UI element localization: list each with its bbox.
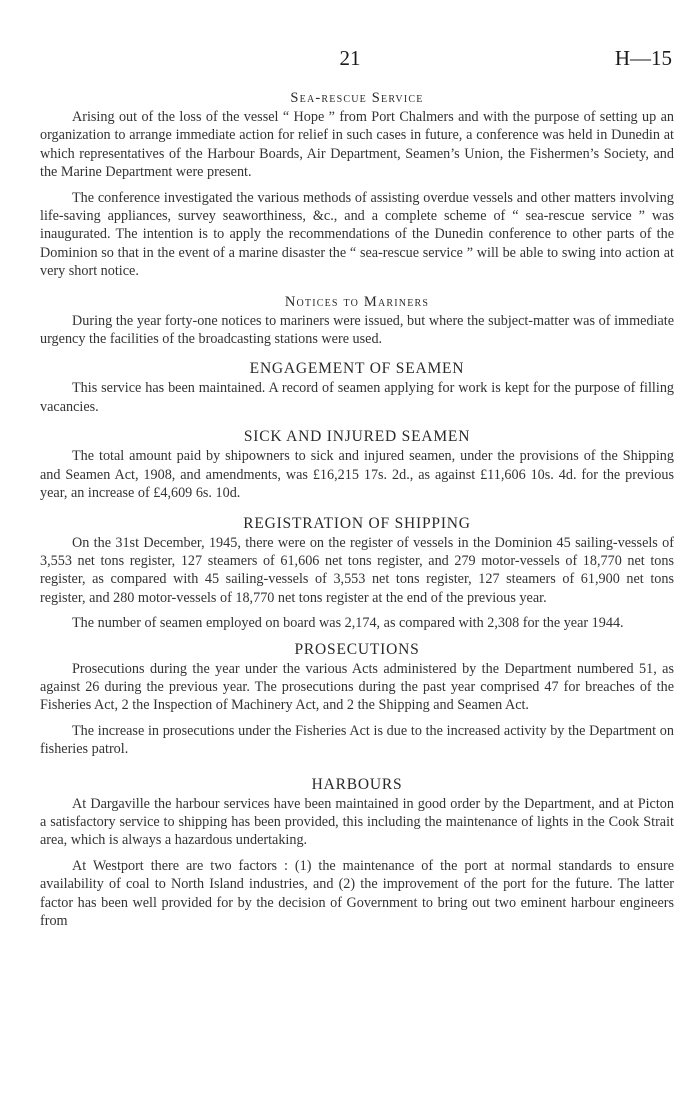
- section-heading: Sea-rescue Service: [290, 90, 424, 106]
- section-heading: HARBOURS: [311, 775, 403, 793]
- section-heading: Notices to Mariners: [284, 293, 430, 310]
- section-sea-rescue: [40, 88, 674, 281]
- paragraph: Prosecutions during the year under the various Acts administered by the Department numbered 51, as against 26 during the previous year. The prosecutions during the past year comprised 47 for breaches of the Fisheries Act, 2 the Inspection of Machinery Act, and 2 the Shipping and Seamen Act.: [40, 660, 674, 714]
- section-sick-and-injured-seamen: [40, 427, 674, 502]
- document-reference: H—15: [614, 46, 672, 70]
- paragraph: At Dargaville the harbour services have been maintained in good order by the Department, and at Picton a satisfactory service to shipping has been provided, this including the maintenance of lights in the Cook Strait area, which is always a hazardous undertaking.: [40, 795, 674, 849]
- paragraph: The conference investigated the various methods of assisting overdue vessels and other matters involving life-saving appliances, survey seaworthiness, &c., and a complete scheme of “ sea-rescue service ” was inaugurated. The intention is to apply the recommendations of the Dunedin conference to other parts of the Dominion so that in the event of a marine disaster the “ sea-rescue service ” will be able to swing into action at very short notice.: [40, 189, 674, 280]
- section-heading: REGISTRATION OF SHIPPING: [243, 514, 471, 532]
- paragraph: At Westport there are two factors : (1) the maintenance of the port at normal standards to ensure availability of coal to North Island industries, and (2) the improvement of the port for the future. The latter factor has been well provided for by the decision of Government to bring out two eminent harbour engineers from: [40, 857, 674, 929]
- paragraph: The increase in prosecutions under the Fisheries Act is due to the increased activity by the Department on fisheries patrol.: [40, 722, 674, 758]
- section-heading: SICK AND INJURED SEAMEN: [243, 428, 471, 446]
- section-heading: PROSECUTIONS: [294, 640, 420, 658]
- paragraph: This service has been maintained. A record of seamen applying for work is kept for the purpose of filling vacancies.: [40, 380, 674, 415]
- paragraph: On the 31st December, 1945, there were on the register of vessels in the Dominion 45 sailing-vessels of 3,553 net tons register, 127 steamers of 61,606 net tons register, and 279 motor-vessels of 18,770 net tons register, as compared with 45 sailing-vessels of 3,553 net tons register, 127 steamers of 61,900 net tons register, and 280 motor-vessels of 18,770 net tons register at the end of the previous year.: [40, 534, 674, 606]
- section-engagement-of-seamen: [40, 359, 674, 416]
- section-registration-of-shipping: [40, 514, 674, 633]
- paragraph: Arising out of the loss of the vessel “ Hope ” from Port Chalmers and with the purpose of setting up an organization to arrange immediate action for relief in such cases in future, a conference was held in Dunedin at which representatives of the Harbour Boards, Air Department, Seamen’s Union, the Fishermen’s Society, and the Marine Department were present.: [40, 109, 674, 181]
- paragraph: The number of seamen employed on board was 2,174, as compared with 2,308 for the year 1944.: [72, 615, 624, 632]
- paragraph: The total amount paid by shipowners to sick and injured seamen, under the provisions of the Shipping and Seamen Act, 1908, and amendments, was £16,215 17s. 2d., as against £11,606 10s. 4d. for the previous year, an increase of £4,609 6s. 10d.: [40, 448, 674, 502]
- section-heading: ENGAGEMENT OF SEAMEN: [249, 360, 465, 378]
- paragraph: During the year forty-one notices to mariners were issued, but where the subject-matter was of immediate urgency the facilities of the broadcasting stations were used.: [40, 312, 674, 348]
- section-notices-to-mariners: [40, 292, 674, 349]
- page-number: 21: [339, 46, 361, 70]
- document-body: [40, 88, 674, 930]
- section-harbours: [40, 775, 674, 931]
- section-prosecutions: [40, 640, 674, 759]
